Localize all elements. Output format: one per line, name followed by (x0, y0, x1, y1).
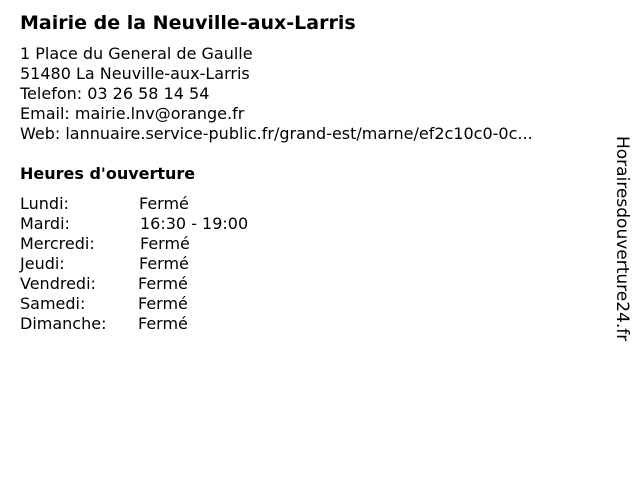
hours-row (20, 234, 320, 254)
email-address: Email: mairie.lnv@orange.fr (20, 104, 245, 123)
address-line-1: 1 Place du General de Gaulle (20, 44, 253, 63)
hours-row (20, 194, 320, 214)
hours-row (20, 274, 320, 294)
contact-info (20, 44, 533, 144)
address-line-2: 51480 La Neuville-aux-Larris (20, 64, 250, 83)
phone-number: Telefon: 03 26 58 14 54 (20, 84, 210, 103)
hours-heading: Heures d'ouverture (20, 164, 196, 183)
hours-row (20, 294, 320, 314)
day-label: Samedi: (20, 294, 86, 313)
day-hours: Fermé (139, 254, 189, 273)
day-hours: Fermé (138, 294, 188, 313)
hours-row (20, 214, 320, 234)
day-label: Dimanche: (20, 314, 107, 333)
day-label: Jeudi: (20, 254, 65, 273)
day-label: Lundi: (20, 194, 69, 213)
day-hours: Fermé (138, 314, 188, 333)
day-hours: Fermé (140, 234, 190, 253)
day-label: Mardi: (20, 214, 70, 233)
hours-row (20, 314, 320, 334)
hours-row (20, 254, 320, 274)
day-hours: Fermé (139, 194, 189, 213)
opening-hours-table (20, 194, 320, 334)
website-link: Web: lannuaire.service-public.fr/grand-est/marne/ef2c10c0-0c... (20, 124, 533, 143)
day-label: Mercredi: (20, 234, 95, 253)
page-title: Mairie de la Neuville-aux-Larris (20, 12, 356, 34)
day-hours: 16:30 - 19:00 (140, 214, 249, 233)
site-watermark: Horairesdouverture24.fr (612, 136, 632, 342)
day-hours: Fermé (138, 274, 188, 293)
day-label: Vendredi: (20, 274, 96, 293)
